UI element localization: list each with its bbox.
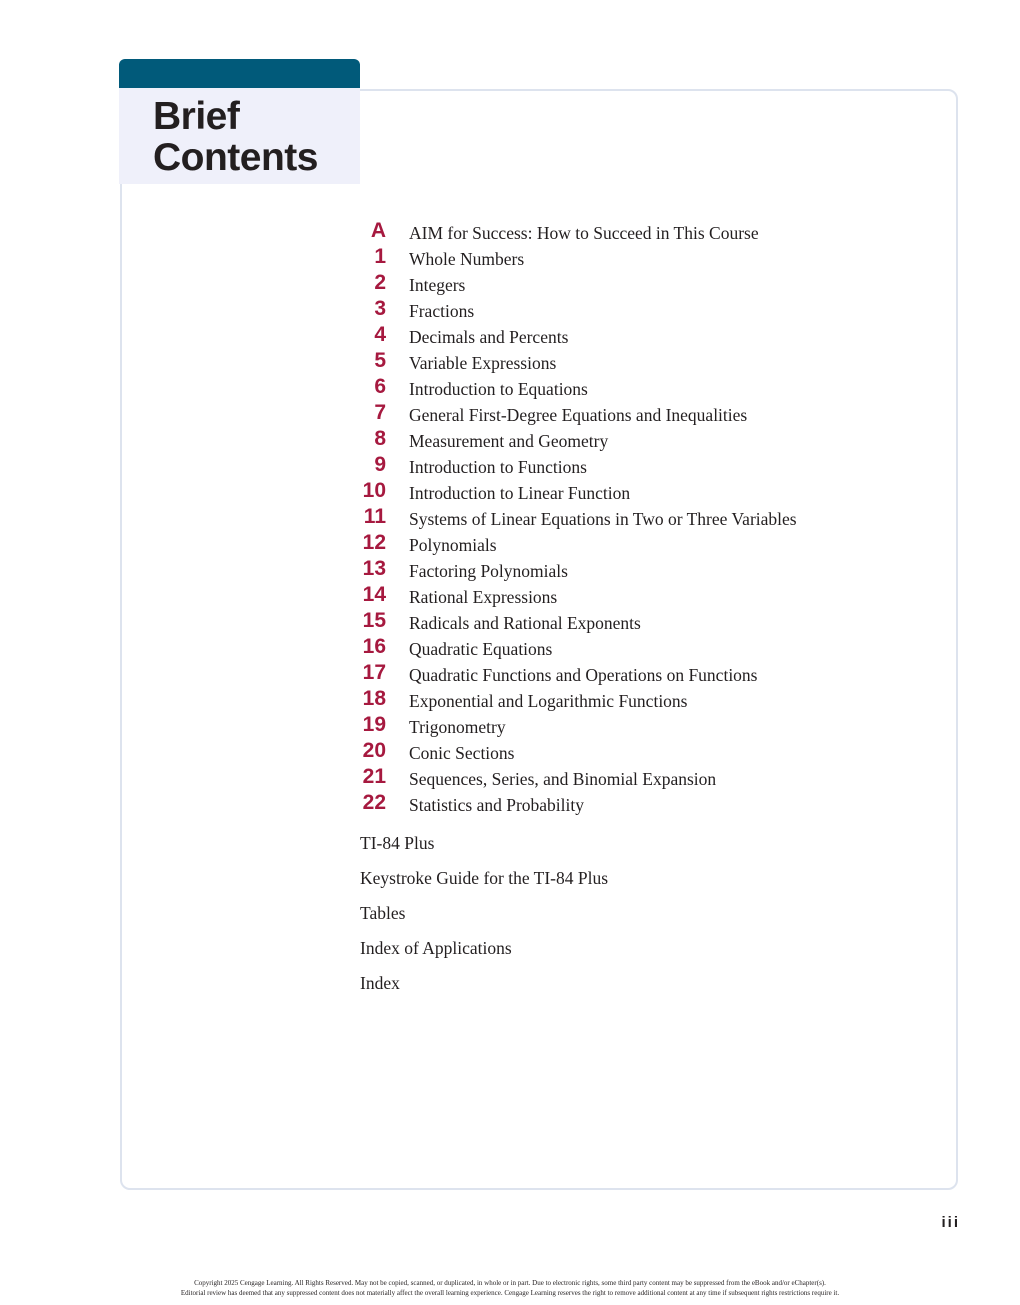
chapter-title: AIM for Success: How to Succeed in This Course — [409, 223, 759, 243]
chapter-number: 8 — [374, 427, 386, 450]
page-title — [153, 96, 318, 178]
chapter-number: 7 — [374, 401, 386, 424]
copyright-notice — [0, 1278, 1020, 1298]
chapter-number: 12 — [362, 531, 386, 554]
page-number: iii — [941, 1214, 960, 1231]
chapter-title: Factoring Polynomials — [409, 561, 568, 581]
chapter-title: Trigonometry — [409, 717, 506, 737]
chapter-number: 19 — [362, 713, 386, 736]
chapter-number: 10 — [362, 479, 386, 502]
chapter-number: 18 — [362, 687, 386, 710]
chapter-number: A — [370, 219, 386, 242]
chapter-number: 21 — [362, 765, 386, 788]
chapter-title: General First-Degree Equations and Inequalities — [409, 405, 748, 425]
chapter-title: Whole Numbers — [409, 249, 525, 269]
chapter-title: Fractions — [409, 301, 475, 321]
page-title-line1: Brief — [153, 95, 240, 138]
back-matter-entry[interactable]: Index of Applications — [360, 938, 512, 958]
chapter-title: Systems of Linear Equations in Two or Three Variables — [409, 509, 797, 529]
back-matter-entry[interactable]: Keystroke Guide for the TI-84 Plus — [360, 868, 609, 888]
chapter-title: Conic Sections — [409, 743, 515, 763]
chapter-title: Integers — [409, 275, 466, 295]
back-matter-entry[interactable]: Tables — [360, 903, 406, 923]
chapter-number: 17 — [362, 661, 386, 684]
chapter-title: Exponential and Logarithmic Functions — [409, 691, 688, 711]
chapter-number: 14 — [362, 583, 386, 606]
chapter-title: Polynomials — [409, 535, 497, 555]
chapter-title: Decimals and Percents — [409, 327, 569, 347]
chapter-number: 22 — [362, 791, 386, 814]
chapter-number: 16 — [362, 635, 386, 658]
chapter-title: Introduction to Equations — [409, 379, 588, 399]
chapter-title: Quadratic Functions and Operations on Functions — [409, 665, 758, 685]
chapter-title: Rational Expressions — [409, 587, 558, 607]
chapter-title: Introduction to Linear Function — [409, 483, 631, 503]
back-matter-entry[interactable]: Index — [360, 973, 400, 993]
chapter-number: 5 — [374, 349, 386, 372]
chapter-title: Variable Expressions — [409, 353, 557, 373]
chapter-number: 1 — [374, 245, 386, 268]
chapter-number: 9 — [374, 453, 386, 476]
chapter-number: 4 — [374, 323, 386, 346]
page-title-line2: Contents — [153, 136, 318, 179]
chapter-number: 6 — [374, 375, 386, 398]
chapter-title: Statistics and Probability — [409, 795, 584, 815]
chapter-number: 11 — [363, 505, 386, 528]
copyright-line1: Copyright 2025 Cengage Learning. All Rights Reserved. May not be copied, scanned, or duplicated, in whole or in part. Due to electronic rights, some third party content may be suppressed from the eBook and/or eChapter(s). — [194, 1279, 826, 1287]
chapter-number: 3 — [374, 297, 386, 320]
back-matter-entry[interactable]: TI-84 Plus — [360, 833, 435, 853]
chapter-number: 20 — [362, 739, 386, 762]
header-tab-bar — [119, 59, 360, 90]
chapter-title: Radicals and Rational Exponents — [409, 613, 641, 633]
chapter-title: Quadratic Equations — [409, 639, 553, 659]
chapter-title: Measurement and Geometry — [409, 431, 609, 451]
chapter-number: 15 — [362, 609, 386, 632]
chapter-title: Introduction to Functions — [409, 457, 587, 477]
chapter-title: Sequences, Series, and Binomial Expansion — [409, 769, 717, 789]
copyright-line2: Editorial review has deemed that any suppressed content does not materially affect the overall learning experience. Cengage Learning reserves the right to remove additional content at any time if subsequent rights restrictions require it. — [180, 1289, 840, 1297]
chapter-number: 13 — [362, 557, 386, 580]
chapter-number: 2 — [374, 271, 386, 294]
back-matter-list — [360, 831, 608, 1006]
